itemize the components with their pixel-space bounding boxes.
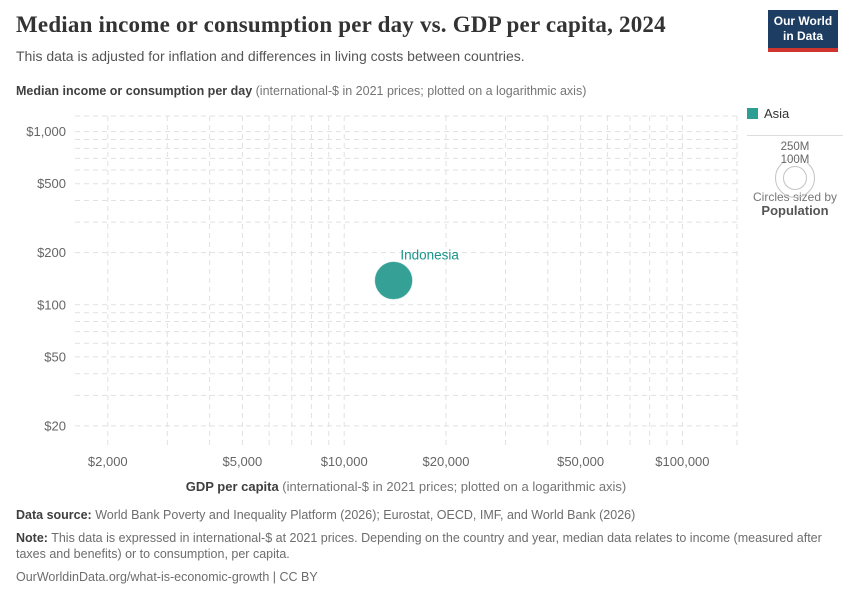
- y-tick-label: $100: [37, 297, 66, 313]
- owid-logo-line2: in Data: [782, 29, 823, 43]
- y-axis-title: [16, 84, 586, 98]
- y-axis-title-rest: (international-$ in 2021 prices; plotted on a logarithmic axis): [252, 84, 587, 98]
- footer-source: [16, 507, 834, 523]
- size-legend-circle-100m: [783, 166, 807, 190]
- footer-note-text: This data is expressed in international-$ at 2021 prices. Depending on the country and year, median data relates to income (measured after taxes and benefits) or to consumption, per capita.: [16, 531, 822, 561]
- page-title: Median income or consumption per day vs. GDP per capita, 2024: [16, 12, 666, 37]
- size-legend-label-100m: 100M: [780, 154, 810, 166]
- page-subtitle: This data is adjusted for inflation and differences in living costs between countries.: [16, 48, 525, 64]
- y-tick-label: $50: [44, 349, 66, 365]
- x-tick-label: $10,000: [320, 454, 368, 469]
- footer: [16, 507, 834, 592]
- footer-source-text: World Bank Poverty and Inequality Platform (2026); Eurostat, OECD, IMF, and World Bank (2026): [91, 508, 636, 522]
- y-tick-label: $500: [37, 176, 66, 192]
- owid-logo[interactable]: [768, 10, 838, 52]
- x-axis-title: [75, 479, 737, 494]
- x-axis-title-bold: GDP per capita: [185, 479, 279, 494]
- x-tick-label: $20,000: [422, 454, 470, 469]
- x-axis-title-rest: (international-$ in 2021 prices; plotted on a logarithmic axis): [278, 479, 627, 494]
- plot-area: [0, 105, 850, 505]
- legend-label-asia: Asia: [764, 106, 790, 121]
- y-axis-title-bold: Median income or consumption per day: [16, 84, 253, 98]
- y-tick-label: $200: [37, 245, 66, 261]
- x-tick-label: $100,000: [655, 454, 710, 469]
- data-point-label-indonesia: Indonesia: [400, 247, 459, 263]
- footer-note: [16, 530, 834, 562]
- x-tick-label: $5,000: [222, 454, 263, 469]
- x-tick-label: $50,000: [557, 454, 605, 469]
- owid-logo-line1: Our World: [773, 14, 833, 28]
- y-tick-label: $20: [44, 418, 66, 434]
- footer-url[interactable]: OurWorldinData.org/what-is-economic-growth | CC BY: [16, 570, 318, 584]
- footer-note-label: Note:: [16, 531, 48, 545]
- size-legend-variable: Population: [761, 203, 829, 218]
- x-tick-label: $2,000: [87, 454, 128, 469]
- size-legend-caption: Circles sized by: [752, 190, 838, 204]
- size-legend-label-250m: 250M: [780, 141, 810, 153]
- y-tick-label: $1,000: [26, 124, 66, 140]
- data-point-indonesia[interactable]: [375, 262, 413, 300]
- footer-source-label: Data source:: [16, 508, 92, 522]
